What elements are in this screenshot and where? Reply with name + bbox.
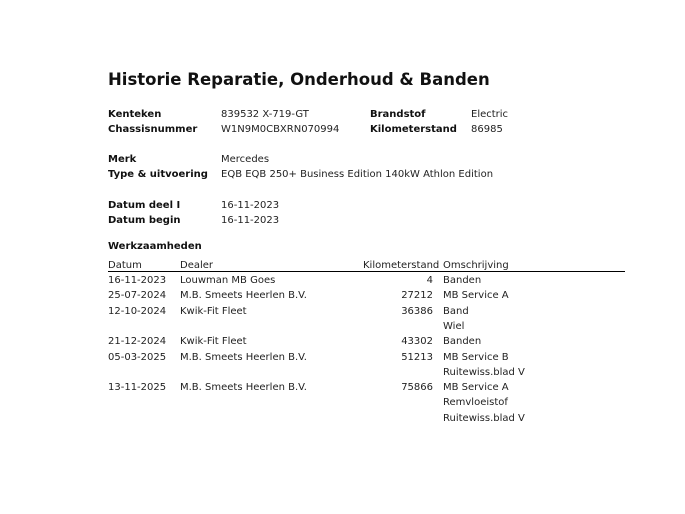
row-date: 05-03-2025 xyxy=(108,351,167,363)
row-kilometerstand: 51213 xyxy=(401,351,433,363)
row-dealer: Kwik-Fit Fleet xyxy=(180,336,247,348)
row-dealer: M.B. Smeets Heerlen B.V. xyxy=(180,351,307,363)
row-description: Wiel xyxy=(443,320,465,332)
type-value: EQB EQB 250+ Business Edition 140kW Athlon Edition xyxy=(221,169,494,180)
row-description: Banden xyxy=(443,275,482,286)
row-description: MB Service A xyxy=(443,290,509,302)
kenteken-value: 839532 X-719-GT xyxy=(221,109,309,120)
row-dealer: M.B. Smeets Heerlen B.V. xyxy=(180,382,307,394)
kilometerstand-label: Kilometerstand xyxy=(370,124,457,135)
header-divider xyxy=(108,271,625,272)
datum-deel-label: Datum deel I xyxy=(108,200,181,211)
datum-begin-value: 16-11-2023 xyxy=(221,215,280,226)
row-description: MB Service A xyxy=(443,382,509,394)
row-dealer: Kwik-Fit Fleet xyxy=(180,305,247,317)
row-date: 12-10-2024 xyxy=(108,305,167,317)
page-title: Historie Reparatie, Onderhoud & Banden xyxy=(108,70,490,89)
section-title-werkzaamheden: Werkzaamheden xyxy=(108,241,202,252)
column-header-omschrijving: Omschrijving xyxy=(443,260,509,271)
merk-label: Merk xyxy=(108,154,137,165)
row-kilometerstand: 43302 xyxy=(401,336,433,348)
row-date: 25-07-2024 xyxy=(108,290,167,302)
row-kilometerstand: 27212 xyxy=(401,290,433,302)
row-description: Banden xyxy=(443,336,482,348)
datum-deel-value: 16-11-2023 xyxy=(221,200,280,211)
chassis-label: Chassisnummer xyxy=(108,124,198,135)
row-description: Ruitewiss.blad V xyxy=(443,366,525,378)
column-header-kilometerstand: Kilometerstand xyxy=(363,260,440,271)
kilometerstand-value: 86985 xyxy=(471,124,503,135)
brandstof-label: Brandstof xyxy=(370,109,426,120)
column-header-dealer: Dealer xyxy=(180,260,214,271)
type-label: Type & uitvoering xyxy=(108,169,208,180)
chassis-value: W1N9M0CBXRN070994 xyxy=(221,124,340,135)
row-description: Band xyxy=(443,305,469,317)
row-date: 13-11-2025 xyxy=(108,382,167,394)
row-description: Remvloeistof xyxy=(443,397,508,409)
kenteken-label: Kenteken xyxy=(108,109,162,120)
row-dealer: M.B. Smeets Heerlen B.V. xyxy=(180,290,307,302)
row-dealer: Louwman MB Goes xyxy=(180,275,276,286)
row-date: 21-12-2024 xyxy=(108,336,167,348)
merk-value: Mercedes xyxy=(221,154,270,165)
row-description: Ruitewiss.blad V xyxy=(443,412,525,424)
datum-begin-label: Datum begin xyxy=(108,215,181,226)
row-kilometerstand: 36386 xyxy=(401,305,433,317)
row-description: MB Service B xyxy=(443,351,509,363)
brandstof-value: Electric xyxy=(471,109,509,120)
row-kilometerstand: 4 xyxy=(426,275,433,286)
row-kilometerstand: 75866 xyxy=(401,382,433,394)
column-header-datum: Datum xyxy=(108,260,142,271)
row-date: 16-11-2023 xyxy=(108,275,167,286)
